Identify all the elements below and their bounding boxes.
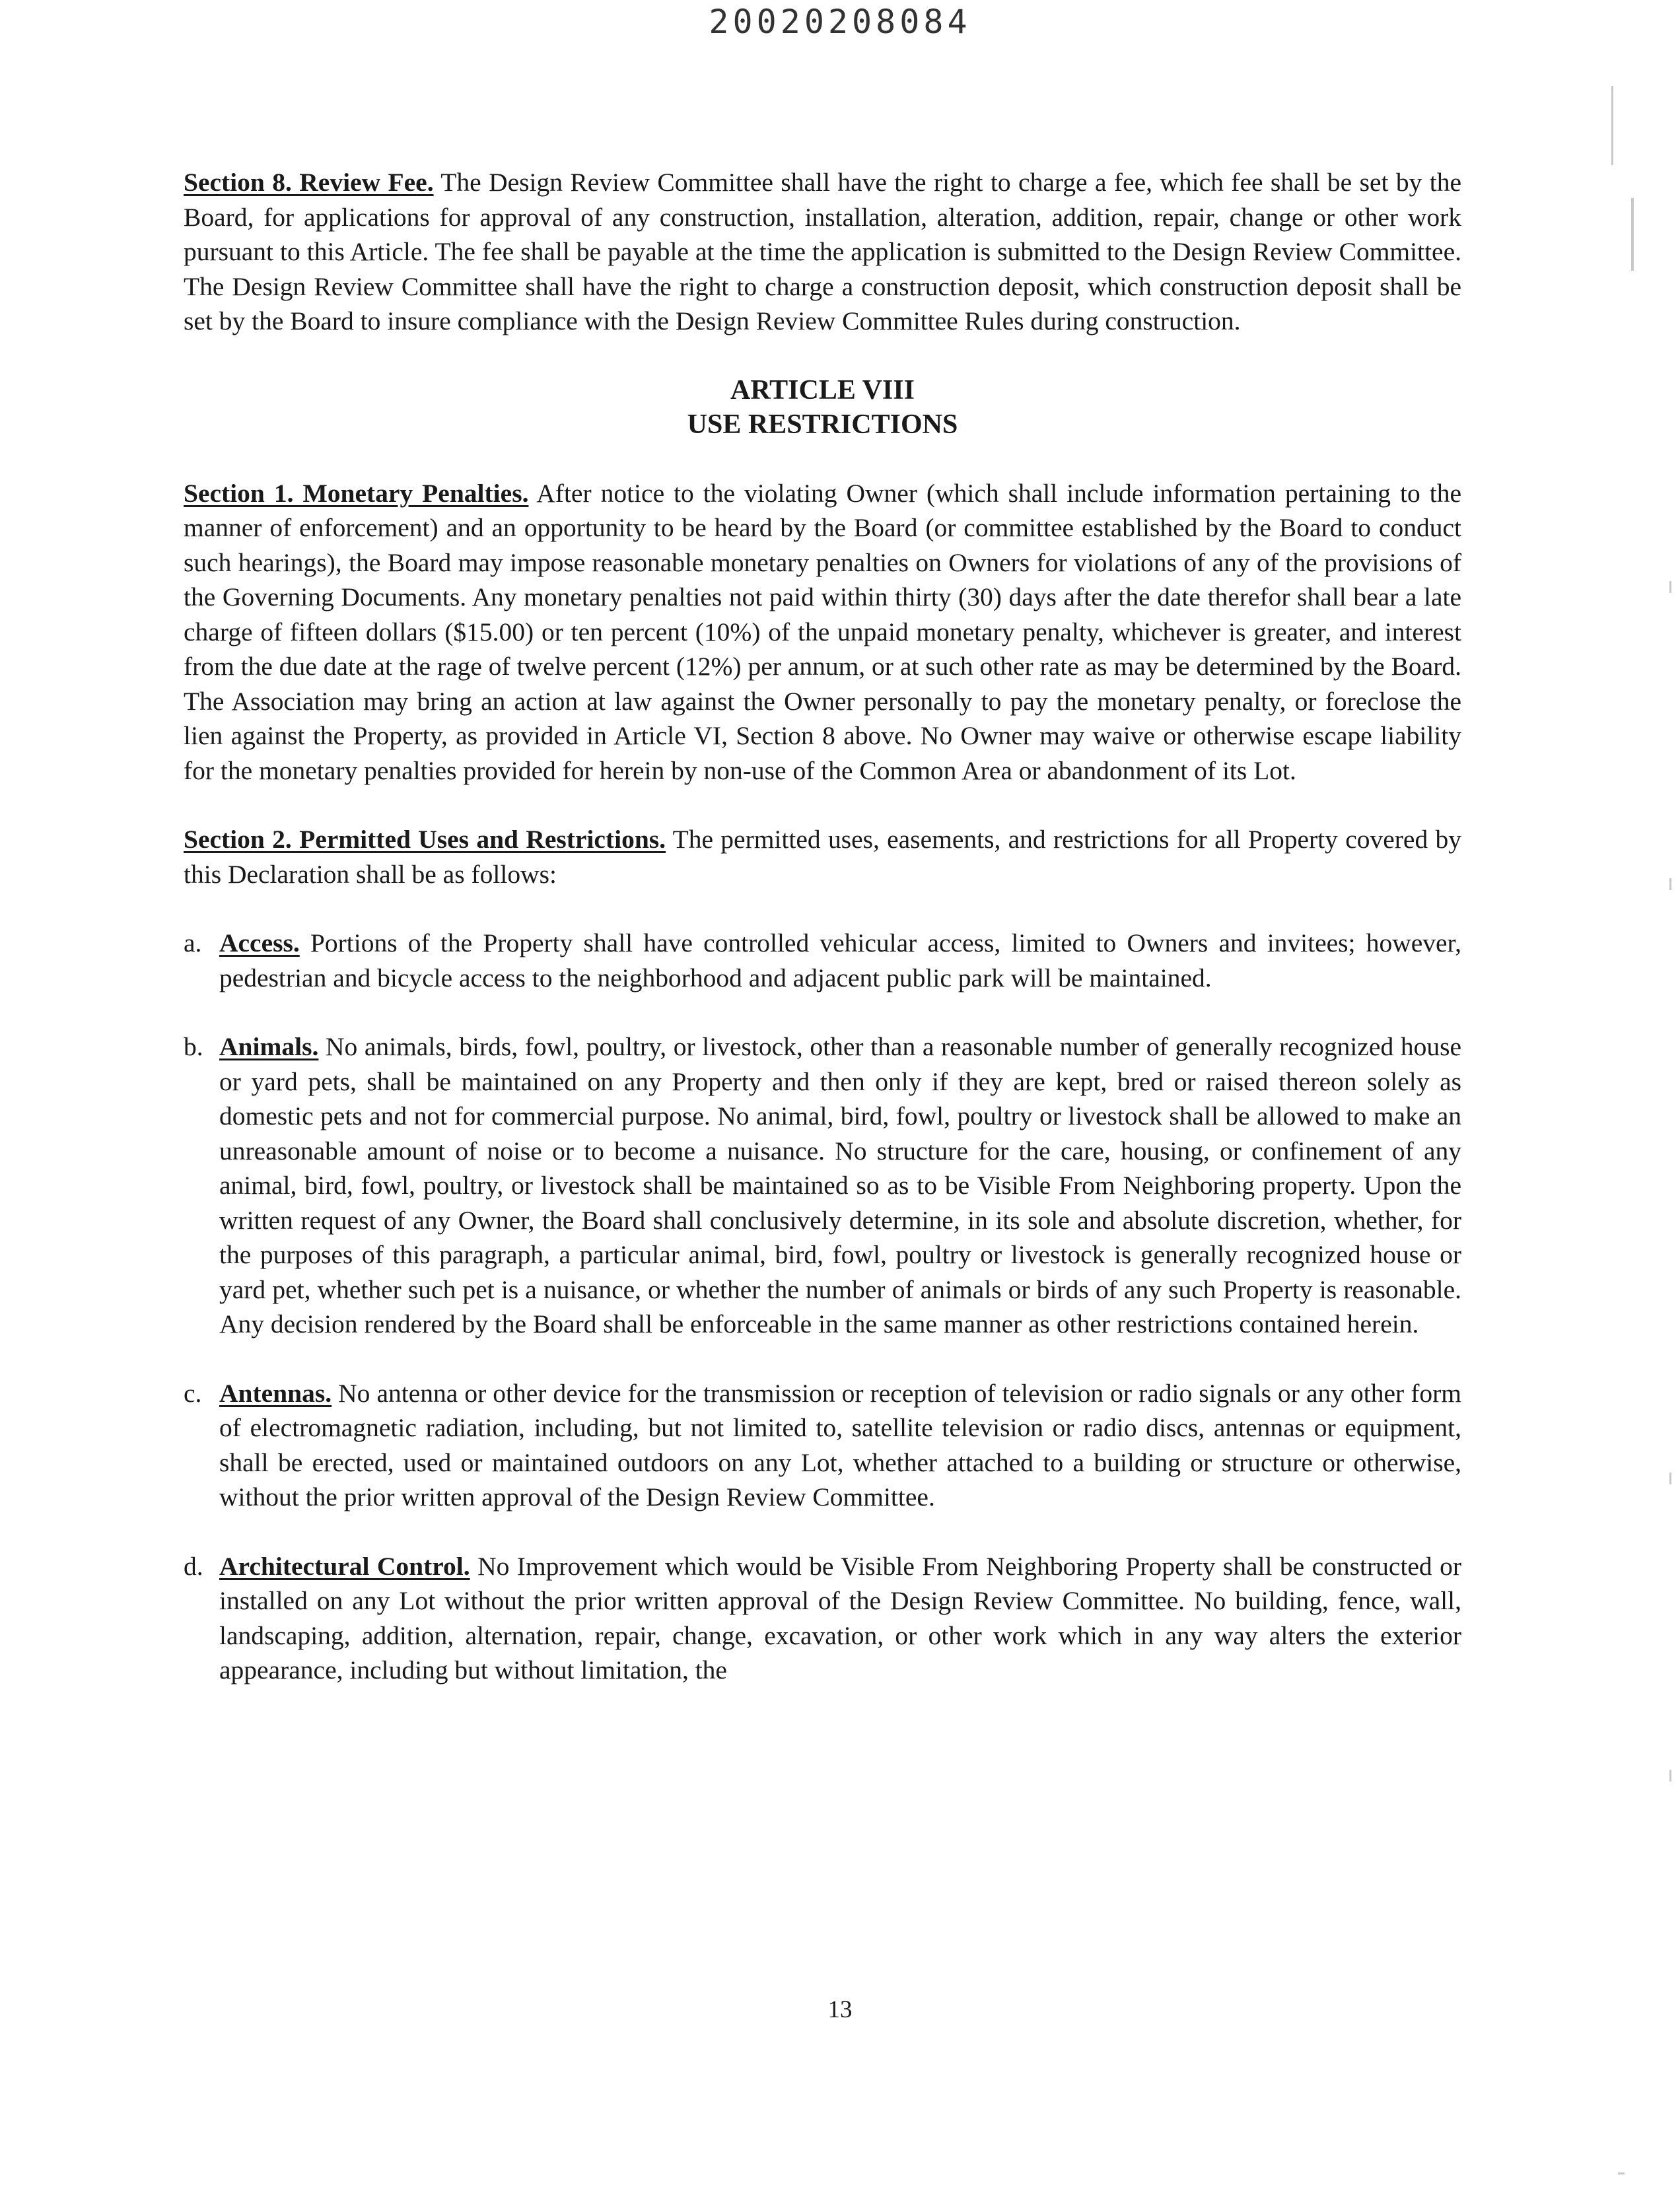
list-item-text xyxy=(219,926,1461,995)
list-item-architectural-control xyxy=(184,1549,1461,1688)
section-2-paragraph xyxy=(184,822,1461,891)
list-item-body: No antenna or other device for the transmission or reception of television or radio signals or any other form of electromagnetic radiation, including, but not limited to, satellite television or radio discs, antennas or equipment, shall be erected, used or maintained outdoors on any Lot, whether attached to a building or structure or otherwise, without the prior written approval of the Design Review Committee. xyxy=(219,1378,1461,1511)
list-item-letter: b. xyxy=(184,1032,203,1061)
list-item-letter: c. xyxy=(184,1378,202,1408)
section-2-heading: Section 2. Permitted Uses and Restrictions. xyxy=(184,825,666,854)
list-item-heading: Architectural Control. xyxy=(219,1551,470,1581)
list-item-access xyxy=(184,926,1461,995)
section-8-heading: Section 8. Review Fee. xyxy=(184,168,434,197)
list-item-heading: Antennas. xyxy=(219,1378,332,1408)
scan-artifact xyxy=(1618,2172,1625,2174)
section-2-body: The permitted uses, easements, and restrictions for all Property covered by this Declaration shall be as follows: xyxy=(184,825,1461,889)
scan-artifact xyxy=(1669,1770,1671,1782)
section-8-body: The Design Review Committee shall have the right to charge a fee, which fee shall be set by the Board, for applications for approval of any construction, installation, alteration, addition, repair, change or other work pursuant to this Article. The fee shall be payable at the time the application is submitted to the Design Review Committee. The Design Review Committee shall have the right to charge a construction deposit, which construction deposit shall be set by the Board to insure compliance with the Design Review Committee Rules during construction. xyxy=(184,168,1461,335)
article-title: USE RESTRICTIONS xyxy=(687,409,958,440)
list-item-text xyxy=(219,1376,1461,1515)
list-item-antennas xyxy=(184,1376,1461,1515)
list-item-text xyxy=(219,1549,1461,1688)
section-1-body: After notice to the violating Owner (which shall include information pertaining to the manner of enforcement) and an opportunity to be heard by the Board (or committee established by the Board to conduct such hearings), the Board may impose reasonable monetary penalties on Owners for violations of any of the provisions of the Governing Documents. Any monetary penalties not paid within thirty (30) days after the date therefor shall bear a late charge of fifteen dollars ($15.00) or ten percent (10%) of the unpaid monetary penalty, whichever is greater, and interest from the due date at the rage of twelve percent (12%) per annum, or at such other rate as may be determined by the Board. The Association may bring an action at law against the Owner personally to pay the monetary penalty, or foreclose the lien against the Property, as provided in Article VI, Section 8 above. No Owner may waive or otherwise escape liability for the monetary penalties provided for herein by non-use of the Common Area or abandonment of its Lot. xyxy=(184,478,1462,785)
list-item-animals xyxy=(184,1029,1461,1342)
article-heading xyxy=(184,373,1461,442)
list-item-body: No Improvement which would be Visible From Neighboring Property shall be constructed or installed on any Lot without the prior written approval of the Design Review Committee. No building, fence, wall, landscaping, addition, alternation, repair, change, excavation, or other work which in any way alters the exterior appearance, including but without limitation, the xyxy=(219,1551,1461,1684)
document-stamp-number: 20020208084 xyxy=(709,3,971,41)
list-item-body: Portions of the Property shall have controlled vehicular access, limited to Owners and invitees; however, pedestrian and bicycle access to the neighborhood and adjacent public park will be maintained. xyxy=(219,928,1461,992)
scan-artifact xyxy=(1631,198,1634,271)
list-item-heading: Animals. xyxy=(219,1032,319,1061)
list-item-heading: Access. xyxy=(219,928,300,957)
scan-artifact xyxy=(1669,878,1671,890)
list-item-letter: d. xyxy=(184,1551,203,1581)
section-8-paragraph xyxy=(184,165,1461,339)
scan-artifact xyxy=(1669,1473,1671,1484)
page-number: 13 xyxy=(827,1996,853,2023)
page-body xyxy=(184,165,1461,1688)
scan-artifact xyxy=(1669,581,1671,593)
scan-artifact xyxy=(1611,86,1613,165)
list-item-letter: a. xyxy=(184,928,202,957)
list-item-body: No animals, birds, fowl, poultry, or livestock, other than a reasonable number of generally recognized house or yard pets, shall be maintained on any Property and then only if they are kept, bred or raised thereon solely as domestic pets and not for commercial purpose. No animal, bird, fowl, poultry or livestock shall be allowed to make an unreasonable amount of noise or to become a nuisance. No structure for the care, housing, or confinement of any animal, bird, fowl, poultry, or livestock shall be maintained so as to be Visible From Neighboring property. Upon the written request of any Owner, the Board shall conclusively determine, in its sole and absolute discretion, whether, for the purposes of this paragraph, a particular animal, bird, fowl, poultry or livestock is generally recognized house or yard pet, whether such pet is a nuisance, or whether the number of animals or birds of any such Property is reasonable. Any decision rendered by the Board shall be enforceable in the same manner as other restrictions contained herein. xyxy=(219,1032,1461,1338)
list-item-text xyxy=(219,1029,1461,1342)
section-1-paragraph xyxy=(184,476,1461,788)
section-1-heading: Section 1. Monetary Penalties. xyxy=(184,478,529,508)
article-number: ARTICLE VIII xyxy=(730,374,915,405)
